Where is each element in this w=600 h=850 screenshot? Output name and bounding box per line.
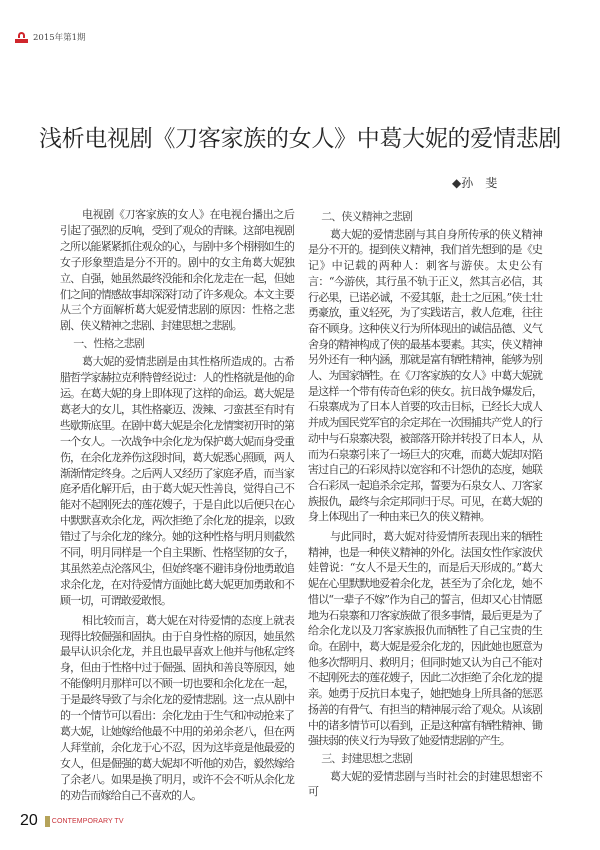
page-number: 20	[20, 812, 38, 829]
page-footer	[20, 812, 124, 830]
page-header	[14, 31, 86, 43]
magazine-logo-icon	[14, 32, 29, 43]
body-paragraph: 葛大妮的爱情悲剧与其自身所传承的侠义精神是分不开的。提到侠义精神，我们首先想到的是《史记》中记载的两种人：刺客与游侠。太史公有言：“今游侠，其行虽不轨于正义，然其言必信，其行必果，已诺必诚，不爱其躯，赴士之厄困。”侠士壮勇豪放，重义轻死，为了实践诺言，救人危难，往往奋不顾身。这种侠义行为所体现出的诚信品德、义气舍身的精神构成了侠的最基本要素。其实，侠义精神另外还有一种内涵，那就是富有牺牲精神，能够为别人、为国家牺牲。在《刀客家族的女人》中葛大妮就是这样一个带有传奇色彩的侠女。抗日战争爆发后，石泉寨成为了日本人首要的攻击目标，已经长大成人并成为国民党军官的余定邦在一次围捕共产党人的行动中与石泉寨决裂，被部落开除并转投了日本人，从而为石泉寨引来了一场巨大的灾难，而葛大妮却对陷害过自己的石彩凤持以宽容和不计怨仇的态度，她联合石彩凤一起追杀余定邦，誓要为石泉女人、刀客家族报仇，最终与余定邦同归于尽。可见，在葛大妮的身上体现出了一种由来已久的侠义精神。	[308, 227, 542, 524]
left-column	[60, 207, 294, 804]
issue-label: 2015年第1期	[33, 33, 86, 43]
footer-color-bar	[45, 816, 50, 827]
body-paragraph: 相比较而言，葛大妮在对待爱情的态度上就表现得比较倔强和固执。由于自身性格的原因，她虽然最早认识余化龙，并且也最早喜欢上他并与他私定终身，但由于性格中过于倔强、固执和善良等原因，她不能像明月那样可以不顾一切也要和余化龙在一起，于是最终导致了与余化龙的爱情悲剧。这一点从剧中的一个情节可以看出：余化龙由于生气和冲动抢来了葛大妮，让她嫁给他最不中用的弟弟余老八，但在两人拜堂前，余化龙于心不忍，因为这毕竟是他最爱的女人，但是倔强的葛大妮却不听他的劝告，毅然嫁给了余老八。如果是换了明月，或许不会不听从余化龙的劝告而嫁给自己不喜欢的人。	[60, 613, 294, 802]
section-heading-1: 一、性格之悲剧	[73, 337, 144, 351]
body-paragraph: 葛大妮的爱情悲剧与当时社会的封建思想密不可	[308, 769, 542, 799]
body-paragraph: 与此同时，葛大妮对待爱情所表现出来的牺牲精神，也是一种侠义精神的外化。法国女性作家波伏娃曾说：“女人不是天生的，而是后天形成的。”葛大妮在心里默默地爱着余化龙，甚至为了余化龙，她不惜以“一辈子不嫁”作为自己的誓言，但却又心甘情愿地为石泉寨和刀客家族做了很多事情，最后更是为了给余化龙以及刀客家族报仇而牺牲了自己宝贵的生命。在剧中，葛大妮是爱余化龙的，因此她也愿意为他多次帮明月、救明月；但同时她又认为自己不能对不起刚死去的莲花嫂子，因此二次拒绝了余化龙的提亲。她勇于反抗日本鬼子，她把她身上所具备的惩恶扬善的有骨气、有担当的精神展示给了观众。从该剧中的诸多情节可以看到，正是这种富有牺牲精神、锄强扶弱的侠义行为导致了她爱情悲剧的产生。	[308, 530, 542, 748]
section-heading-3: 三、封建思想之悲剧	[321, 751, 413, 765]
article-author: ◆孙 斐	[452, 176, 498, 190]
right-column	[308, 207, 542, 800]
article-title: 浅析电视剧《刀客家族的女人》中葛大妮的爱情悲剧	[38, 126, 562, 152]
section-heading-2: 二、侠义精神之悲剧	[321, 210, 413, 223]
magazine-name: CONTEMPORARY TV	[51, 817, 124, 825]
body-paragraph: 葛大妮的爱情悲剧是由其性格所造成的。古希腊哲学家赫拉克利特曾经说过：人的性格就是他的命运。在葛大妮的身上即体现了这样的命运。葛大妮是葛老大的女儿，其性格豪迈、泼辣、刁蛮甚至有时有些歇斯底里。在剧中葛大妮是余化龙情窦初开时的第一个女人。一次战争中余化龙为保护葛大妮而身受重伤，在余化龙养伤这段时间，葛大妮悉心照顾，两人渐渐情定终身。之后两人又经历了家庭矛盾，而当家庭矛盾化解开后，由于葛大妮天性善良，觉得自己不能对不起刚死去的莲花嫂子，于是自此以后便只在心中默默喜欢余化龙，两次拒绝了余化龙的提亲，以致错过了与余化龙的缘分。她的这种性格与明月则截然不同，明月同样是一个自主果断、性格坚韧的女子，其虽然差点沦落风尘，但始终毫不避讳身份地勇敢追求余化龙，在对待爱情方面她比葛大妮更加勇敢和不顾一切，可谓敢爱敢恨。	[60, 355, 294, 607]
intro-paragraph: 电视剧《刀客家族的女人》在电视台播出之后引起了强烈的反响，受到了观众的青睐。这部电视剧之所以能紧紧抓住观众的心，与剧中多个栩栩如生的女子形象塑造是分不开的。剧中的女主角葛大妮独立、自强，她虽然最终没能和余化龙走在一起，但她们之间的情感故事却深深打动了许多观众。本文主要从三个方面解析葛大妮爱情悲剧的原因：性格之悲剧、侠义精神之悲剧、封建思想之悲剧。	[60, 208, 294, 333]
